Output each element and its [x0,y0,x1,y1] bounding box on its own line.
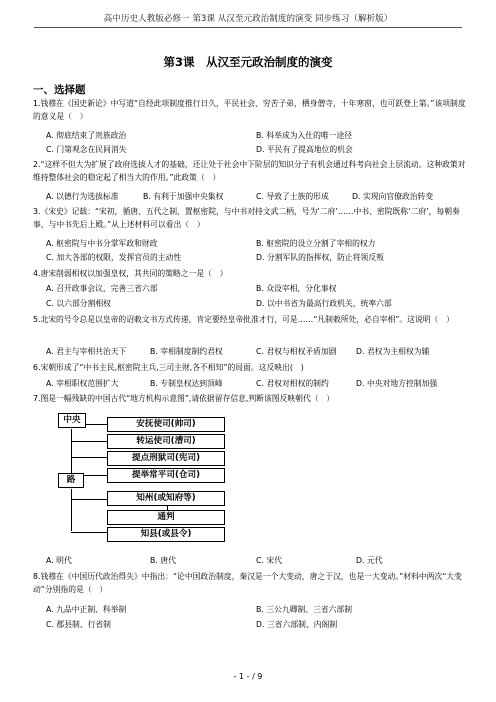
q1-option-a: A. 彻底结束了贵族政治 [46,131,127,140]
local-government-diagram [55,411,245,543]
q4-option-d: D. 以中书省为最高行政机关，统率六部 [256,299,392,308]
question-7: 7.图是一幅残缺的中国古代“地方机构示意图”,请依据留存信息,判断该图反映朝代（ ） [33,394,335,403]
route-box: 路 [58,473,84,488]
question-3: 3.《宋史》记载：“宋初，循唐、五代之制，置枢密院，与中书对持文武二柄，号为‘二府’……中书、密院既称‘二府’，每朝奏事，与中书先后上殿。”从上述材料可以看出（ ） [33,207,460,230]
q8-option-a: A. 九品中正制、科举制 [46,605,127,614]
connector-line [83,424,107,425]
q8-option-b: B. 三公九卿制、三省六部制 [256,605,353,614]
q2-option-d: D. 实现向官僚政治转变 [352,192,434,201]
anfu-office-box: 安抚使司(帅司) [107,417,225,432]
connector-line [83,475,107,476]
q5-option-a: A. 君主与宰相共治天下 [46,347,127,356]
tongpan-box: 通判 [107,510,225,525]
q7-option-b: B. 唐代 [150,556,176,565]
section-heading: 一、选择题 [33,84,86,96]
q4-option-a: A. 召开政事会议，完善三省六部 [46,284,158,293]
q8-option-d: D. 三省六部制、内阁制 [256,620,338,629]
q3-option-a: A. 枢密院与中书分掌军政和财政 [46,239,158,248]
q7-option-d: D. 元代 [356,556,383,565]
q2-option-b: B. 有利于加强中央集权 [143,192,224,201]
q1-option-c: C. 门第观念在民间消失 [46,145,127,154]
question-5: 5.北宋的号令总是以皇帝的诏敕文书方式传递，肯定要经皇帝批准才行，可是……“凡制敕所处，必自宰相”。这说明（ ） [33,315,454,324]
prefect-box: 知州(或知府等) [107,491,225,506]
central-box: 中央 [58,413,86,428]
question-1: 1.钱穆在《国史新论》中写道“自经此项制度推行日久，平民社会、穷苦子弟，栖身僧寺，十年寒窗，也可跃登上第。”该项制度的意义是（ ） [33,99,466,122]
page-number: - 1 - / 9 [233,672,263,681]
q1-option-d: D. 平民有了提高地位的机会 [256,145,353,154]
county-magistrate-box: 知县(或县令) [107,527,225,542]
page-header: 高中历史人教版必修一 第3课 从汉至元政治制度的演变 同步练习（解析版） [34,12,462,28]
q4-option-b: B. 众设宰相，分化事权 [256,284,337,293]
q7-option-a: A. 明代 [46,556,72,565]
q3-option-c: C. 加大各部的权限，发挥官员的主动性 [46,253,182,262]
q5-option-c: C. 君权与相权矛盾加剧 [256,347,337,356]
q3-option-d: D. 分割军队的指挥权，防止将领反叛 [256,253,384,262]
q6-option-a: A. 宰相职权范围扩大 [46,379,119,388]
connector-line [71,457,107,458]
tiju-changping-office-box: 提举常平司(仓司) [107,468,225,483]
connector-line [71,441,107,442]
connector-line [71,499,107,500]
lesson-title: 第3课 从汉至元政治制度的演变 [163,55,333,69]
question-4: 4.唐宋削弱相权以加强皇权，其共同的策略之一是（ ） [33,269,228,278]
connector-line [71,489,72,531]
q6-option-c: C. 君权对相权的制约 [256,379,329,388]
q6-option-b: B. 专制皇权达到顶峰 [150,379,223,388]
q8-option-c: C. 郡县制、行省制 [46,620,111,629]
q3-option-b: B. 枢密院的设立分割了宰相的权力 [256,239,376,248]
q7-option-c: C. 宋代 [256,556,282,565]
connector-line [71,532,107,533]
q2-option-c: C. 导致了士族的形成 [256,192,329,201]
q2-option-a: A. 以德行为选拔标准 [46,192,119,201]
q6-option-d: D. 中央对地方控制加强 [356,379,438,388]
zhuanyun-office-box: 转运使司(漕司) [107,434,225,449]
question-2: 2.“这样不但大为扩展了政府选拔人才的基础，还让处于社会中下阶层的知识分子有机会通过科考向社会上层流动。这种政策对维持整体社会的稳定起了相当大的作用。”此政策（ ） [33,160,466,183]
question-6: 6.宋朝形成了“中书主民,枢密院主兵,三司主财,各不相知”的局面。这反映出( ) [33,363,304,372]
q4-option-c: C. 以六部分割相权 [46,299,111,308]
q5-option-b: B. 宰相制度制约君权 [150,347,223,356]
question-8: 8.钱穆在《中国历代政治得失》中指出：“论中国政治制度，秦汉是一个大变动，唐之于汉，也是一大变动。”材料中两次“大变动”分别指的是（ ） [33,572,462,595]
q1-option-b: B. 科举成为入仕的唯一途径 [256,131,353,140]
tidian-xingyu-office-box: 提点刑狱司(宪司) [107,451,225,466]
q5-option-d: D. 君权为主相权为辅 [356,347,430,356]
